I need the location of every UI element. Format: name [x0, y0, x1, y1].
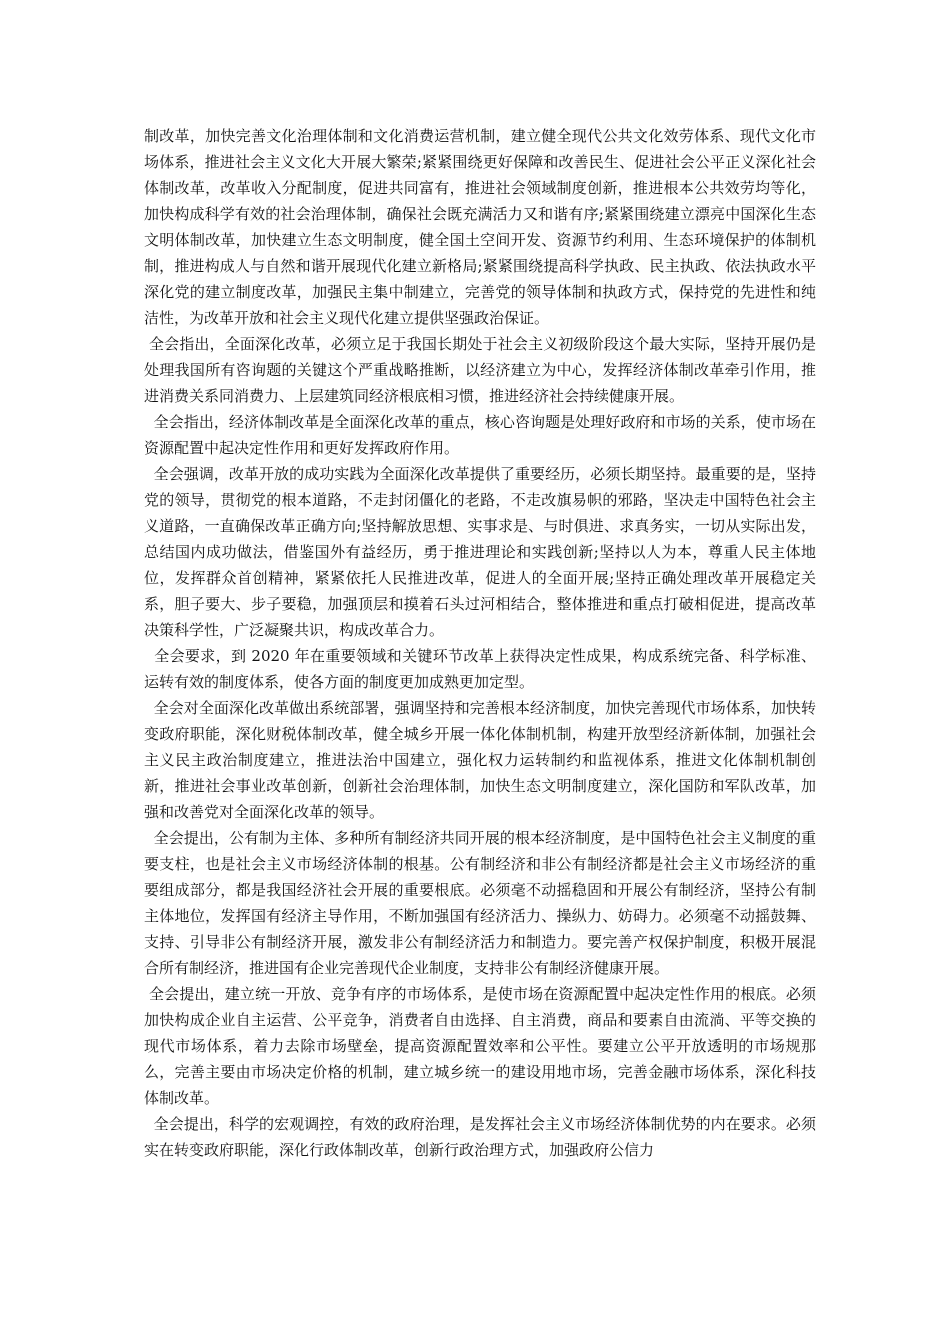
paragraph-2020-goal: 全会要求，到 2020 年在重要领域和关键环节改革上获得决定性成果，构成系统完备、科学标准、运转有效的制度体系，使各方面的制度更加成熟更加定型。	[144, 647, 816, 691]
paragraph-primary-stage: 全会指出，全面深化改革，必须立足于我国长期处于社会主义初级阶段这个最大实际，坚持开展仍是处理我国所有咨询题的关键这个严重战略推断，以经济建立为中心，发挥经济体制改革牵引作用，推进消费关系同消费力、上层建筑同经济根底相习惯，推进经济社会持续健康开展。	[144, 335, 816, 405]
paragraph-ownership: 全会提出，公有制为主体、多种所有制经济共同开展的根本经济制度，是中国特色社会主义制度的重要支柱，也是社会主义市场经济体制的根基。公有制经济和非公有制经济都是社会主义市场经济的重要组成部分，都是我国经济社会开展的重要根底。必须毫不动摇稳固和开展公有制经济，坚持公有制主体地位，发挥国有经济主导作用，不断加强国有经济活力、操纵力、妨碍力。必须毫不动摇鼓舞、支持、引导非公有制经济开展，激发非公有制经济活力和制造力。要完善产权保护制度，积极开展混合所有制经济，推进国有企业完善现代企业制度，支持非公有制经济健康开展。	[144, 829, 816, 977]
document-page	[144, 123, 816, 1163]
paragraph-economic-reform: 全会指出，经济体制改革是全面深化改革的重点，核心咨询题是处理好政府和市场的关系，使市场在资源配置中起决定性作用和更好发挥政府作用。	[144, 413, 816, 457]
paragraph-reform-experience: 全会强调，改革开放的成功实践为全面深化改革提供了重要经历，必须长期坚持。最重要的是，坚持党的领导，贯彻党的根本道路，不走封闭僵化的老路，不走改旗易帜的邪路，坚决走中国特色社会主义道路，一直确保改革正确方向;坚持解放思想、实事求是、与时俱进、求真务实，一切从实际出发，总结国内成功做法，借鉴国外有益经历，勇于推进理论和实践创新;坚持以人为本，尊重人民主体地位，发挥群众首创精神，紧紧依托人民推进改革，促进人的全面开展;坚持正确处理改革开展稳定关系，胆子要大、步子要稳，加强顶层和摸着石头过河相结合，整体推进和重点打破相促进，提高改革决策科学性，广泛凝聚共识，构成改革合力。	[144, 465, 816, 639]
paragraph-reform-overview: 制改革，加快完善文化治理体制和文化消费运营机制，建立健全现代公共文化效劳体系、现代文化市场体系，推进社会主义文化大开展大繁荣;紧紧围绕更好保障和改善民生、促进社会公平正义深化社会体制改革，改革收入分配制度，促进共同富有，推进社会领域制度创新，推进根本公共效劳均等化，加快构成科学有效的社会治理体制，确保社会既充满活力又和谐有序;紧紧围绕建立漂亮中国深化生态文明体制改革，加快建立生态文明制度，健全国土空间开发、资源节约利用、生态环境保护的体制机制，推进构成人与自然和谐开展现代化建立新格局;紧紧围绕提高科学执政、民主执政、依法执政水平深化党的建立制度改革，加强民主集中制建立，完善党的领导体制和执政方式，保持党的先进性和纯洁性，为改革开放和社会主义现代化建立提供坚强政治保证。	[144, 127, 816, 327]
paragraph-systematic-plan: 全会对全面深化改革做出系统部署，强调坚持和完善根本经济制度，加快完善现代市场体系，加快转变政府职能，深化财税体制改革，健全城乡开展一体化体制机制，构建开放型经济新体制，加强社会主义民主政治制度建立，推进法治中国建立，强化权力运转制约和监视体系，推进文化体制机制创新，推进社会事业改革创新，创新社会治理体制，加快生态文明制度建立，深化国防和军队改革，加强和改善党对全面深化改革的领导。	[144, 699, 816, 821]
paragraph-market-system: 全会提出，建立统一开放、竞争有序的市场体系，是使市场在资源配置中起决定性作用的根底。必须加快构成企业自主运营、公平竞争，消费者自由选择、自主消费，商品和要素自由流淌、平等交换的现代市场体系，着力去除市场壁垒，提高资源配置效率和公平性。要建立公平开放透明的市场规那么，完善主要由市场决定价格的机制，建立城乡统一的建设用地市场，完善金融市场体系，深化科技体制改革。	[144, 985, 816, 1107]
paragraph-macro-control: 全会提出，科学的宏观调控，有效的政府治理，是发挥社会主义市场经济体制优势的内在要求。必须实在转变政府职能，深化行政体制改革，创新行政治理方式，加强政府公信力	[144, 1115, 816, 1159]
